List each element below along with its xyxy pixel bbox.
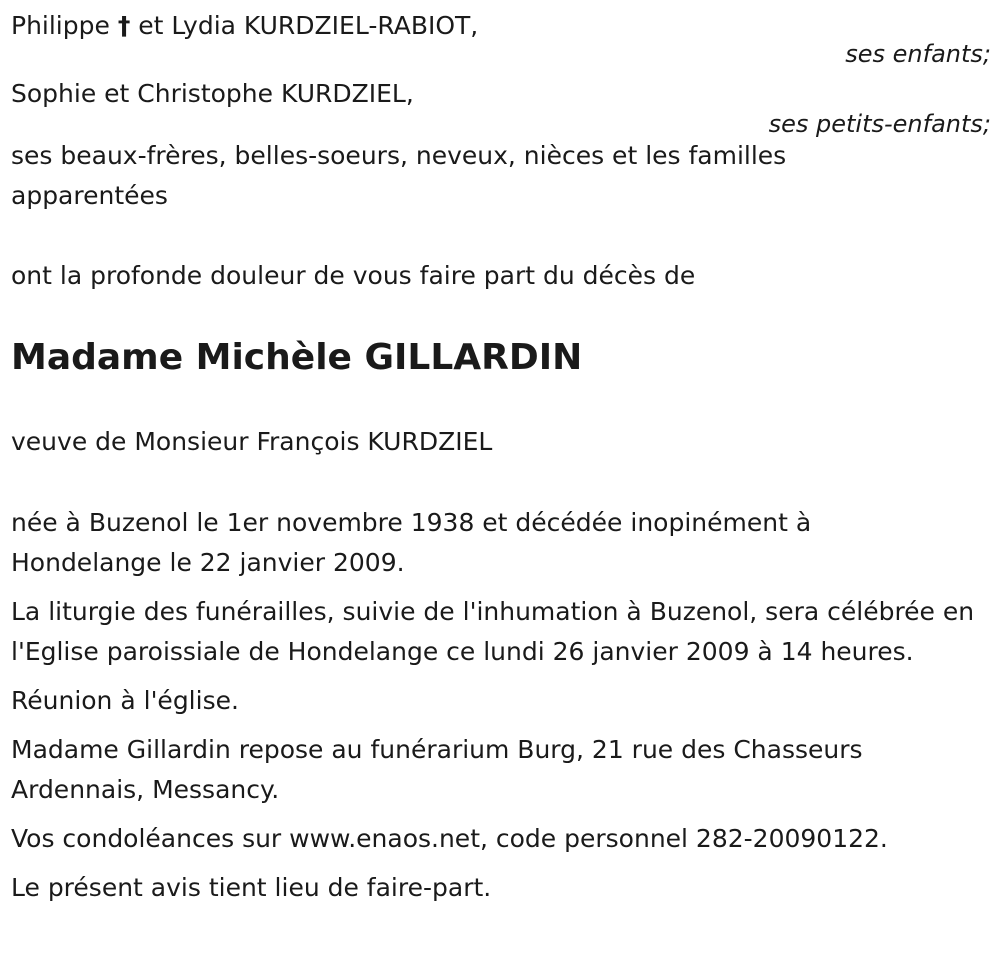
cross-icon: † [117, 11, 131, 40]
family-children-name-1: Philippe [11, 11, 118, 40]
birth-death-info: née à Buzenol le 1er novembre 1938 et décédée inopinément à Hondelange le 22 janvier 2009. [11, 508, 812, 577]
liturgy-info: La liturgie des funérailles, suivie de l'inhumation à Buzenol, sera célébrée en l'Eglise paroissiale de Hondelange ce lundi 26 janvier 2009 à 14 heures. [11, 597, 975, 666]
obituary-notice [11, 0, 991, 908]
role-children: ses enfants; [845, 40, 991, 68]
role-grandchildren: ses petits-enfants; [768, 110, 991, 138]
family-line-grandchildren: Sophie et Christophe KURDZIEL, [11, 79, 414, 108]
rests-at-info: Madame Gillardin repose au funérarium Burg, 21 rue des Chasseurs Ardennais, Messancy. [11, 735, 863, 804]
family-line-children [11, 6, 991, 46]
meeting-info: Réunion à l'église. [11, 686, 239, 715]
family-line-extended: ses beaux-frères, belles-soeurs, neveux, nièces et les familles apparentées [11, 141, 787, 210]
widow-of: veuve de Monsieur François KURDZIEL [11, 427, 493, 456]
announcement-intro: ont la profonde douleur de vous faire part du décès de [11, 261, 696, 290]
family-children-name-2: et Lydia KURDZIEL-RABIOT, [130, 11, 479, 40]
deceased-name: Madame Michèle GILLARDIN [11, 337, 583, 378]
notice-info: Le présent avis tient lieu de faire-part. [11, 873, 492, 902]
condolences-info: Vos condoléances sur www.enaos.net, code personnel 282-20090122. [11, 824, 888, 853]
